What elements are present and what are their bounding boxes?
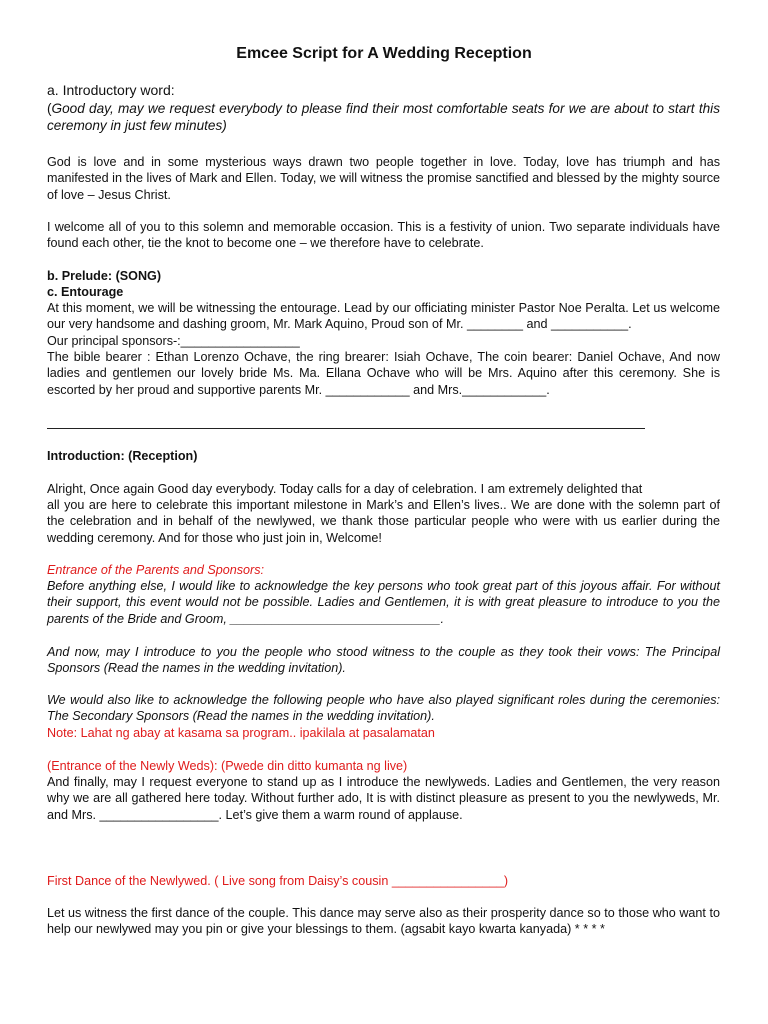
first-dance-heading: First Dance of the Newlywed. ( Live song from Daisy’s cousin ________________) bbox=[47, 874, 509, 888]
bearers-text: The bible bearer : Ethan Lorenzo Ochave, the ring brearer: Isiah Ochave, The coin bearer: Daniel Ochave, And now ladies and gentlemen our lovely bride Ms. Ma. Ellana Ochave who will be Mrs. Aquino after this ceremony. She is escorted by her proud and supportive parents Mr. ____________ and Mrs.____________. bbox=[47, 350, 720, 397]
newlyweds-text: And finally, may I request everyone to stand up as I introduce the newlyweds. Ladies and Gentlemen, the very reason why we are all gathered here today. Without further ado, It is with distinct pleasure as present to you the newlyweds, Mr. and Mrs. _________________. Let’s give them a warm round of applause. bbox=[47, 775, 720, 822]
reception-paragraph: all you are here to celebrate this important milestone in Mark’s and Ellen’s lives.. We are done with the solemn part of the celebration and in behalf of the newlywed, we thank those particular people who were with us earlier during the wedding ceremony. And for those who just join in, Welcome! bbox=[47, 498, 720, 545]
parents-sponsors-paragraph-2: And now, may I introduce to you the people who stood witness to the couple as they took their vows: The Principal Sponsors (Read the names in the wedding invitation). bbox=[47, 645, 720, 676]
section-a-paragraph-1: God is love and in some mysterious ways drawn two people together in love. Today, love has triumph and has manifested in the lives of Mark and Ellen. Today, we will witness the promise sanctified and blessed by the mighty source of love – Jesus Christ. bbox=[47, 155, 720, 202]
section-a-paragraph-2: I welcome all of you to this solemn and memorable occasion. This is a festivity of union. Two separate individuals have found each other, tie the knot to become one – we therefore have to celebrate. bbox=[47, 220, 720, 251]
lead-paren: ( bbox=[47, 101, 52, 116]
separator-line bbox=[47, 428, 645, 429]
lead-text: Good day, may we request everybody to please find their most comfortable seats for we are about to start this ceremony in just few minutes) bbox=[47, 101, 720, 133]
section-a-heading: a. Introductory word: bbox=[47, 82, 175, 98]
newlyweds-heading: (Entrance of the Newly Weds): (Pwede din ditto kumanta ng live) bbox=[47, 759, 408, 773]
reception-line-1: Alright, Once again Good day everybody. Today calls for a day of celebration. I am extremely delighted that bbox=[47, 482, 643, 496]
sponsors-note: Note: Lahat ng abay at kasama sa program.. ipakilala at pasalamatan bbox=[47, 726, 435, 740]
parents-sponsors-heading: Entrance of the Parents and Sponsors: bbox=[47, 563, 265, 577]
document-title: Emcee Script for A Wedding Reception bbox=[236, 45, 532, 62]
entourage-text: At this moment, we will be witnessing the entourage. Lead by our officiating minister Pastor Noe Peralta. Let us welcome our very handsome and dashing groom, Mr. Mark Aquino, Proud son of Mr. ________ and ___________. bbox=[47, 301, 720, 332]
principal-sponsors-line: Our principal sponsors-:_________________ bbox=[47, 334, 300, 348]
section-c-heading: c. Entourage bbox=[47, 285, 124, 299]
section-a-lead bbox=[47, 100, 720, 134]
reception-heading: Introduction: (Reception) bbox=[47, 449, 198, 463]
parents-sponsors-paragraph-1: Before anything else, I would like to acknowledge the key persons who took great part of this joyous affair. For without their support, this event would not be possible. Ladies and Gentlemen, it is with great pleasure to introduce to you the parents of the Bride and Groom, ______________________________. bbox=[47, 579, 720, 626]
first-dance-text: Let us witness the first dance of the couple. This dance may serve also as their prosperity dance so to those who want to help our newlywed may you pin or give your blessings to them. (agsabit kayo kwarta kanyada) * * * * bbox=[47, 906, 720, 937]
section-b-heading: b. Prelude: (SONG) bbox=[47, 269, 162, 283]
parents-sponsors-paragraph-3: We would also like to acknowledge the following people who have also played significant roles during the ceremonies: The Secondary Sponsors (Read the names in the wedding invitation). bbox=[47, 693, 720, 724]
